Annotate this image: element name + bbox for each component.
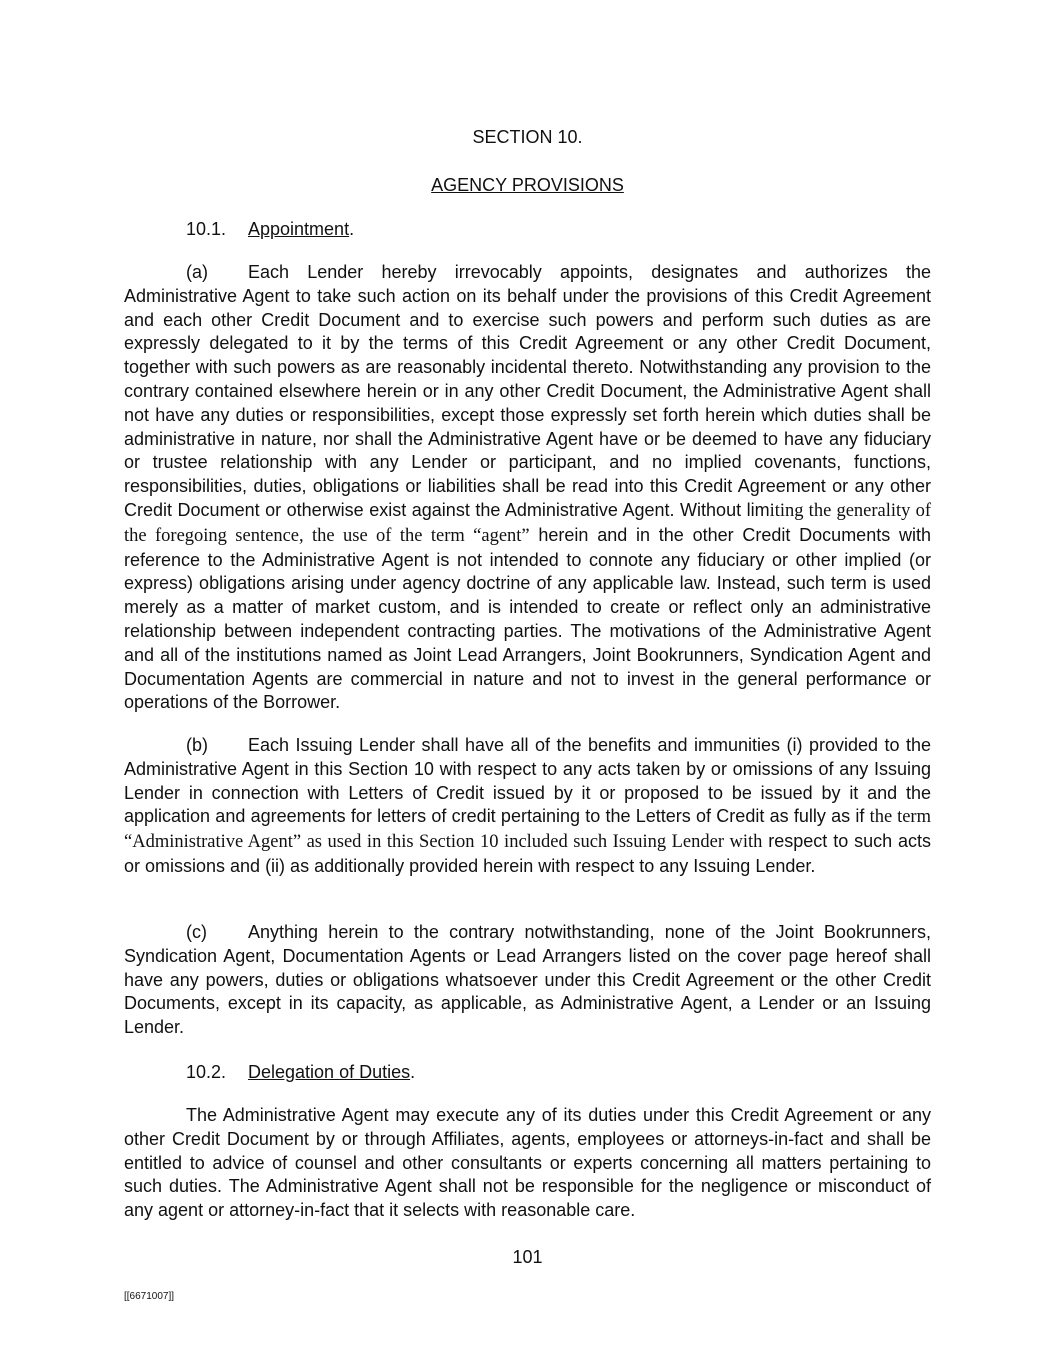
section-title: SECTION 10. — [472, 127, 583, 147]
section-subtitle: AGENCY PROVISIONS — [431, 175, 624, 195]
paragraph-label: (a) — [186, 262, 208, 282]
paragraph-b — [124, 734, 931, 879]
paragraph-label: (b) — [186, 735, 208, 755]
paragraph-text-serif: the term “Administrative Agent” as used in this Section 10 included such Issuing Lender with — [124, 807, 931, 853]
paragraph-a — [124, 261, 931, 715]
paragraph-c — [124, 921, 931, 1040]
paragraph-label: (c) — [186, 922, 207, 942]
subsection-title: Delegation of Duties — [248, 1062, 411, 1082]
paragraph-text: respect to such acts or omissions and (ii) as additionally provided herein with respect to any Issuing Lender. — [124, 831, 931, 876]
subsection-heading-delegation — [186, 1060, 415, 1084]
document-id: [[6671007]] — [124, 1291, 175, 1302]
paragraph-delegation — [124, 1104, 931, 1223]
paragraph-text: Each Lender hereby irrevocably appoints, designates and authorizes the Administrative Agent to take such action on its behalf under the provisions of this Credit Agreement and each other Credit Document and to exercise such powers and perform such duties as are expressly delegated to it by the terms of this Credit Agreement or any other Credit Document, together with such powers as are reasonably incidental thereto. Notwithstanding any provision to the contrary contained elsewhere herein or in any other Credit Document, the Administrative Agent shall not have any duties or responsibilities, except those expressly set forth herein which duties shall be administrative in nature, nor shall the Administrative Agent have or be deemed to have any fiduciary or trustee relationship with any Lender or participant, and no implied covenants, functions, responsibilities, duties, obligations or liabilities shall be read into this Credit Agreement or any other Credit Document or otherwise exist against the Administrative Agent. Without lim — [124, 262, 931, 520]
subsection-title-period: . — [410, 1062, 416, 1082]
subsection-number: 10.2. — [186, 1062, 227, 1082]
subsection-title-period: . — [349, 219, 355, 239]
paragraph-text-serif: iting the generality of the foregoing sentence, the use of the term “agent” — [124, 500, 931, 546]
paragraph-text: herein and in the other Credit Documents with reference to the Administrative Agent is not intended to connote any fiduciary or other implied (or express) obligations arising under agency doctrine of any applicable law. Instead, such term is used merely as a matter of market custom, and is intended to create or reflect only an administrative relationship between independent contracting parties. The motivations of the Administrative Agent and all of the institutions named as Joint Lead Arrangers, Joint Bookrunners, Syndication Agent and Documentation Agents are commercial in nature and not to invest in the general performance or operations of the Borrower. — [124, 524, 931, 713]
paragraph-text: Anything herein to the contrary notwithstanding, none of the Joint Bookrunners, Syndication Agent, Documentation Agents or Lead Arrangers listed on the cover page hereof shall have any powers, duties or obligations whatsoever under this Credit Agreement or the other Credit Documents, except in its capacity, as applicable, as Administrative Agent, a Lender or an Issuing Lender. — [124, 922, 931, 1038]
page-number: 101 — [512, 1247, 543, 1267]
subsection-title: Appointment — [248, 219, 350, 239]
paragraph-text: Each Issuing Lender shall have all of the benefits and immunities (i) provided to the Administrative Agent in this Section 10 with respect to any acts taken by or omissions of any Issuing Lender in connection with Letters of Credit issued by it or proposed to be issued by it and the application and agreements for letters of credit pertaining to the Letters of Credit as fully as if — [124, 735, 931, 827]
paragraph-text: The Administrative Agent may execute any of its duties under this Credit Agreement or any other Credit Document by or through Affiliates, agents, employees or attorneys-in-fact and shall be entitled to advice of counsel and other consultants or experts concerning all matters pertaining to such duties. The Administrative Agent shall not be responsible for the negligence or misconduct of any agent or attorney-in-fact that it selects with reasonable care. — [124, 1105, 931, 1221]
subsection-heading-appointment — [186, 217, 354, 241]
subsection-number: 10.1. — [186, 219, 227, 239]
